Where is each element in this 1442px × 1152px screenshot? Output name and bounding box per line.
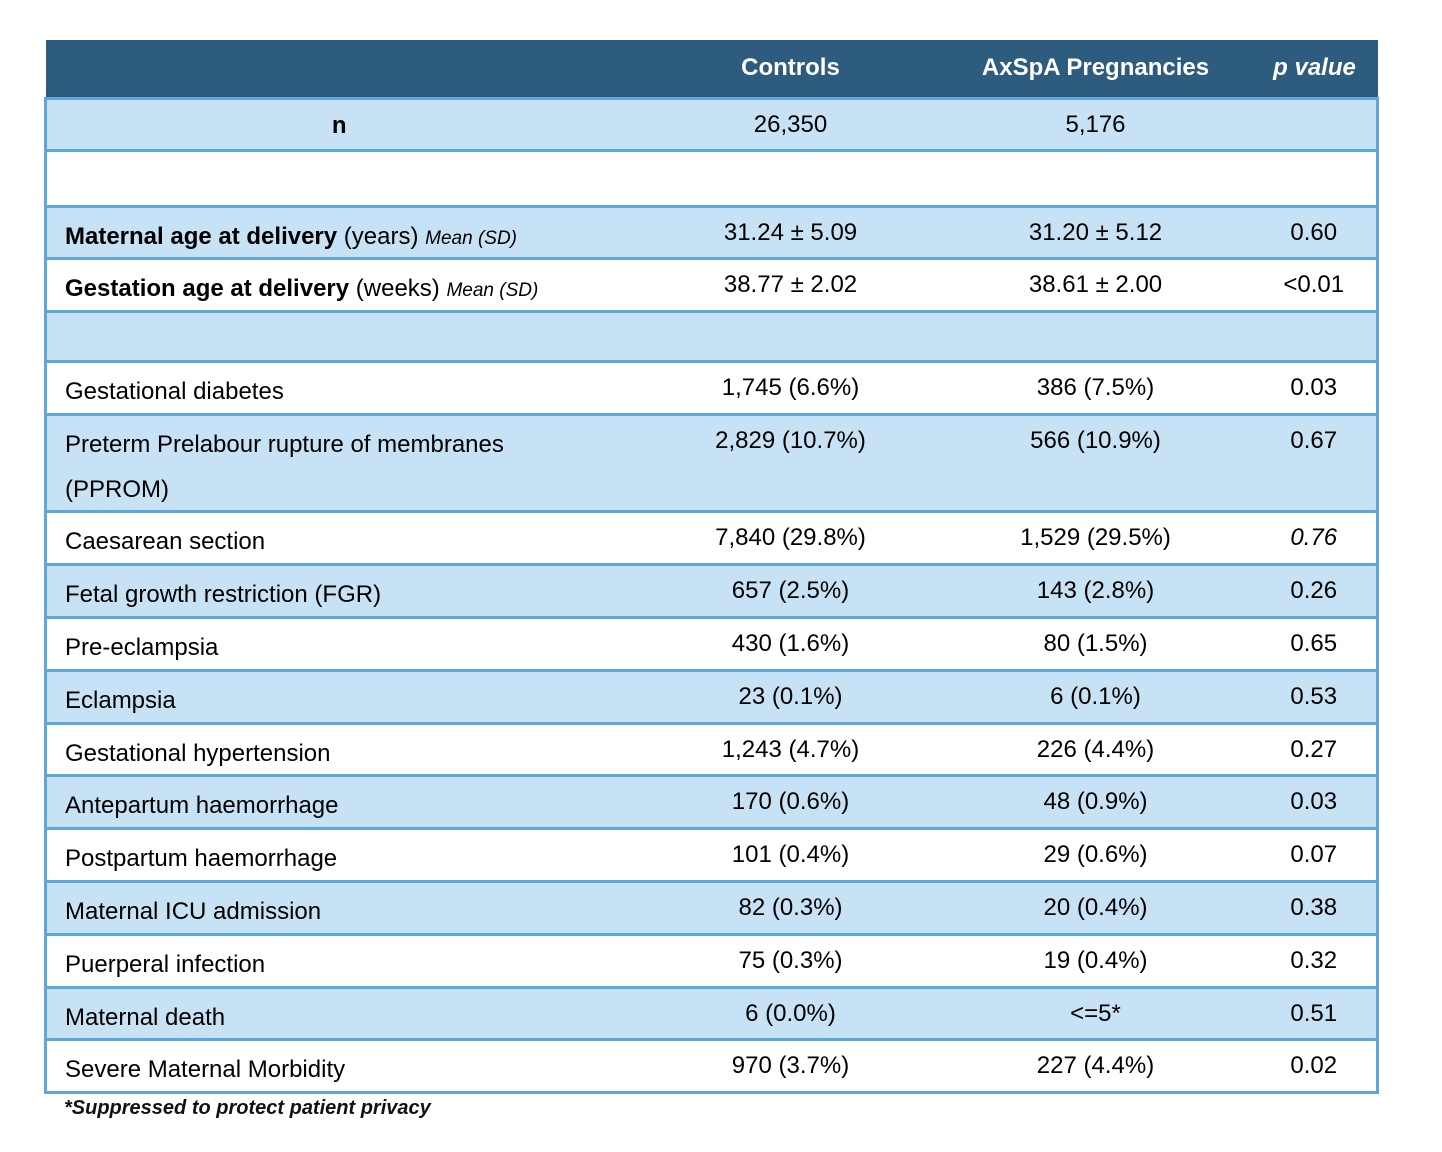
p-value: 0.32 [1252, 934, 1378, 987]
row-label: Eclampsia [46, 670, 642, 723]
p-value: 0.03 [1252, 776, 1378, 829]
axspa-value: 386 (7.5%) [940, 362, 1252, 415]
axspa-value: <=5* [940, 987, 1252, 1040]
table-row [46, 259, 1378, 312]
row-label: Puerperal infection [46, 934, 642, 987]
row-label: Gestational hypertension [46, 723, 642, 776]
row-label: Pre-eclampsia [46, 618, 642, 671]
footnote: *Suppressed to protect patient privacy [64, 1097, 431, 1119]
p-value: 0.38 [1252, 882, 1378, 935]
row-label: Preterm Prelabour rupture of membranes (PPROM) [46, 414, 642, 512]
axspa-value: 31.20 ± 5.12 [940, 206, 1252, 259]
table-row [46, 882, 1378, 935]
row-label: Maternal age at delivery (years) Mean (SD) [46, 206, 642, 259]
axspa-value: 38.61 ± 2.00 [940, 259, 1252, 312]
axspa-value: 6 (0.1%) [940, 670, 1252, 723]
spacer-row [46, 150, 1378, 206]
row-label: Caesarean section [46, 512, 642, 565]
controls-value: 657 (2.5%) [642, 565, 940, 618]
row-label: Fetal growth restriction (FGR) [46, 565, 642, 618]
p-value: 0.02 [1252, 1040, 1378, 1093]
controls-value: 430 (1.6%) [642, 618, 940, 671]
controls-value: 38.77 ± 2.02 [642, 259, 940, 312]
table-row [46, 98, 1378, 150]
axspa-value: 19 (0.4%) [940, 934, 1252, 987]
table-row [46, 934, 1378, 987]
header-p-value: p value [1252, 40, 1378, 98]
table-row [46, 618, 1378, 671]
axspa-value: 566 (10.9%) [940, 414, 1252, 512]
p-value [1252, 98, 1378, 150]
controls-value: 6 (0.0%) [642, 987, 940, 1040]
header-label-cell [46, 40, 642, 98]
table-row [46, 987, 1378, 1040]
controls-value: 75 (0.3%) [642, 934, 940, 987]
row-label: Gestation age at delivery (weeks) Mean (SD) [46, 259, 642, 312]
p-value: 0.03 [1252, 362, 1378, 415]
table-row [46, 512, 1378, 565]
row-label: Gestational diabetes [46, 362, 642, 415]
table-row [46, 723, 1378, 776]
axspa-value: 5,176 [940, 98, 1252, 150]
axspa-value: 29 (0.6%) [940, 829, 1252, 882]
table-row [46, 1040, 1378, 1093]
table-row [46, 565, 1378, 618]
p-value: 0.65 [1252, 618, 1378, 671]
row-label: Maternal death [46, 987, 642, 1040]
controls-value: 2,829 (10.7%) [642, 414, 940, 512]
controls-value: 31.24 ± 5.09 [642, 206, 940, 259]
axspa-value: 48 (0.9%) [940, 776, 1252, 829]
axspa-value: 1,529 (29.5%) [940, 512, 1252, 565]
controls-value: 1,243 (4.7%) [642, 723, 940, 776]
outcomes-table [44, 40, 1379, 1094]
p-value: 0.27 [1252, 723, 1378, 776]
table-row [46, 670, 1378, 723]
p-value: 0.67 [1252, 414, 1378, 512]
axspa-value: 80 (1.5%) [940, 618, 1252, 671]
axspa-value: 143 (2.8%) [940, 565, 1252, 618]
p-value: 0.07 [1252, 829, 1378, 882]
table-row [46, 776, 1378, 829]
header-axspa-pregnancies: AxSpA Pregnancies [940, 40, 1252, 98]
spacer-cell [46, 312, 1378, 362]
p-value: 0.51 [1252, 987, 1378, 1040]
controls-value: 170 (0.6%) [642, 776, 940, 829]
p-value: 0.26 [1252, 565, 1378, 618]
p-value: 0.60 [1252, 206, 1378, 259]
controls-value: 7,840 (29.8%) [642, 512, 940, 565]
p-value: 0.53 [1252, 670, 1378, 723]
p-value: 0.76 [1252, 512, 1378, 565]
p-value: <0.01 [1252, 259, 1378, 312]
controls-value: 1,745 (6.6%) [642, 362, 940, 415]
table-row [46, 414, 1378, 512]
row-label: Maternal ICU admission [46, 882, 642, 935]
spacer-cell [46, 150, 1378, 206]
table-row [46, 206, 1378, 259]
controls-value: 26,350 [642, 98, 940, 150]
row-label: Severe Maternal Morbidity [46, 1040, 642, 1093]
spacer-row [46, 312, 1378, 362]
header-row [46, 40, 1378, 98]
controls-value: 970 (3.7%) [642, 1040, 940, 1093]
row-label: n [46, 98, 642, 150]
controls-value: 23 (0.1%) [642, 670, 940, 723]
controls-value: 101 (0.4%) [642, 829, 940, 882]
row-label: Antepartum haemorrhage [46, 776, 642, 829]
row-label: Postpartum haemorrhage [46, 829, 642, 882]
axspa-value: 226 (4.4%) [940, 723, 1252, 776]
axspa-value: 227 (4.4%) [940, 1040, 1252, 1093]
table-row [46, 829, 1378, 882]
header-controls: Controls [642, 40, 940, 98]
table-row [46, 362, 1378, 415]
axspa-value: 20 (0.4%) [940, 882, 1252, 935]
controls-value: 82 (0.3%) [642, 882, 940, 935]
